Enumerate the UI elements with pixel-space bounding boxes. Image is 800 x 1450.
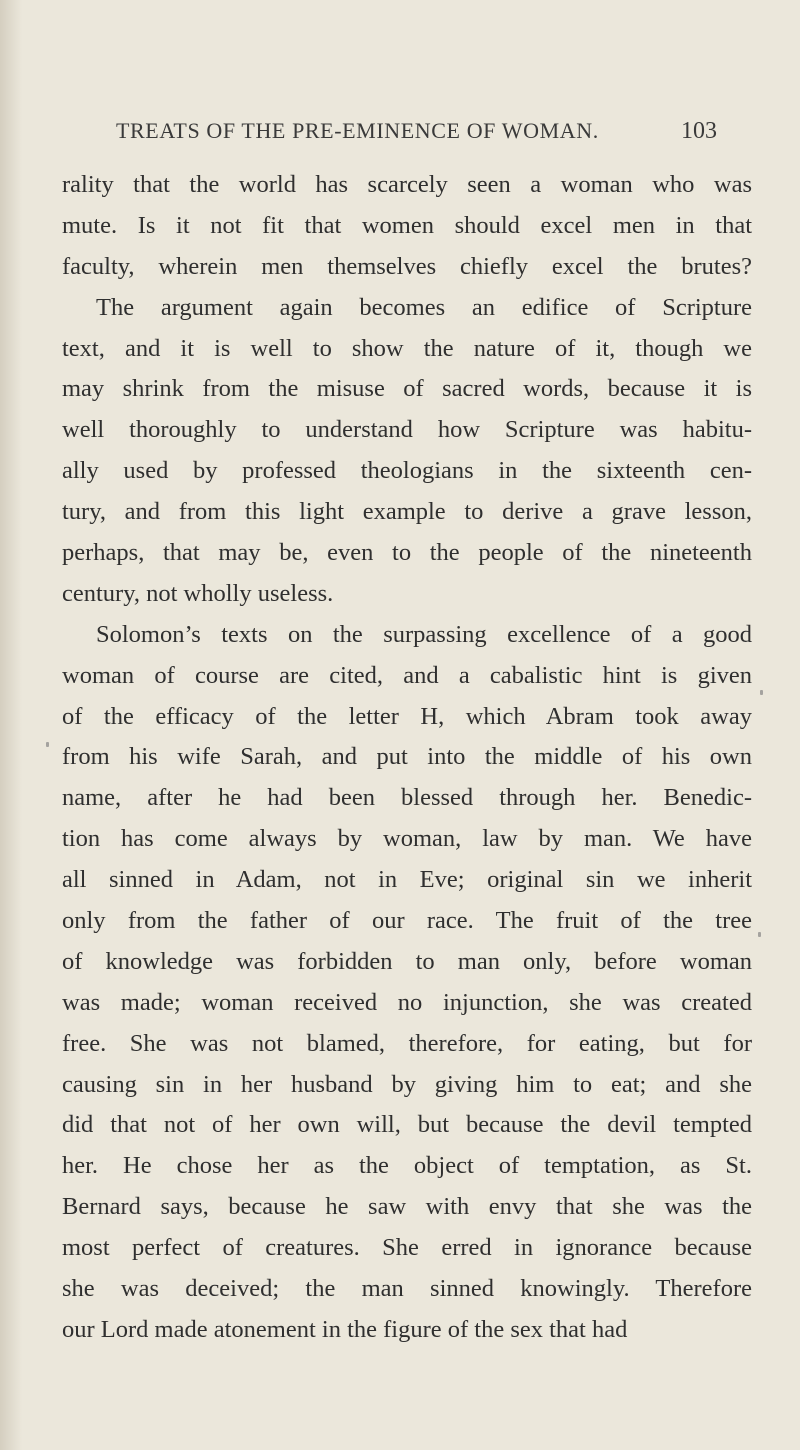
text-line: of knowledge was forbidden to man only, before woman (62, 947, 752, 975)
text-line: The argument again becomes an edifice of Scripture (96, 293, 752, 321)
text-line: may shrink from the misuse of sacred words, because it is (62, 375, 752, 403)
text-line: rality that the world has scarcely seen a woman who was (62, 171, 752, 198)
text-line: name, after he had been blessed through her. Benedic- (62, 784, 752, 812)
text-line: causing sin in her husband by giving him to eat; and she (62, 1070, 752, 1098)
text-line: well thoroughly to understand how Scripture was habitu- (62, 416, 752, 444)
text-line: most perfect of creatures. She erred in ignorance because (62, 1234, 752, 1262)
ink-speck (46, 742, 49, 747)
text-line: tion has come always by woman, law by man. We have (62, 825, 752, 853)
text-line: Solomon’s texts on the surpassing excellence of a good (96, 620, 752, 648)
text-line: all sinned in Adam, not in Eve; original sin we inherit (62, 866, 752, 894)
body-text (62, 165, 752, 1351)
running-head (0, 118, 800, 148)
text-line: faculty, wherein men themselves chiefly excel the brutes? (62, 252, 752, 280)
text-line: our Lord made atonement in the figure of the sex that had (62, 1315, 628, 1343)
text-line: she was deceived; the man sinned knowingly. Therefore (62, 1275, 752, 1303)
page-number: 103 (681, 118, 717, 144)
text-line: was made; woman received no injunction, she was created (62, 988, 752, 1016)
running-title: TREATS OF THE PRE-EMINENCE OF WOMAN. (116, 118, 599, 143)
text-line: text, and it is well to show the nature of it, though we (62, 334, 752, 362)
text-line: tury, and from this light example to derive a grave lesson, (62, 498, 752, 526)
text-line: perhaps, that may be, even to the people of the nineteenth (62, 539, 752, 567)
text-line: mute. Is it not fit that women should excel men in that (62, 211, 752, 239)
ink-speck (760, 690, 763, 695)
text-line: from his wife Sarah, and put into the middle of his own (62, 743, 752, 771)
text-line: of the efficacy of the letter H, which Abram took away (62, 702, 752, 730)
text-line: her. He chose her as the object of temptation, as St. (62, 1152, 752, 1180)
text-line: only from the father of our race. The fruit of the tree (62, 907, 752, 935)
text-line: woman of course are cited, and a cabalistic hint is given (62, 661, 752, 689)
text-line: century, not wholly useless. (62, 579, 334, 607)
ink-speck (758, 932, 761, 937)
text-line: Bernard says, because he saw with envy that she was the (62, 1193, 752, 1221)
text-line: free. She was not blamed, therefore, for eating, but for (62, 1029, 752, 1057)
text-line: ally used by professed theologians in the sixteenth cen- (62, 457, 752, 485)
text-line: did that not of her own will, but because the devil tempted (62, 1111, 752, 1139)
